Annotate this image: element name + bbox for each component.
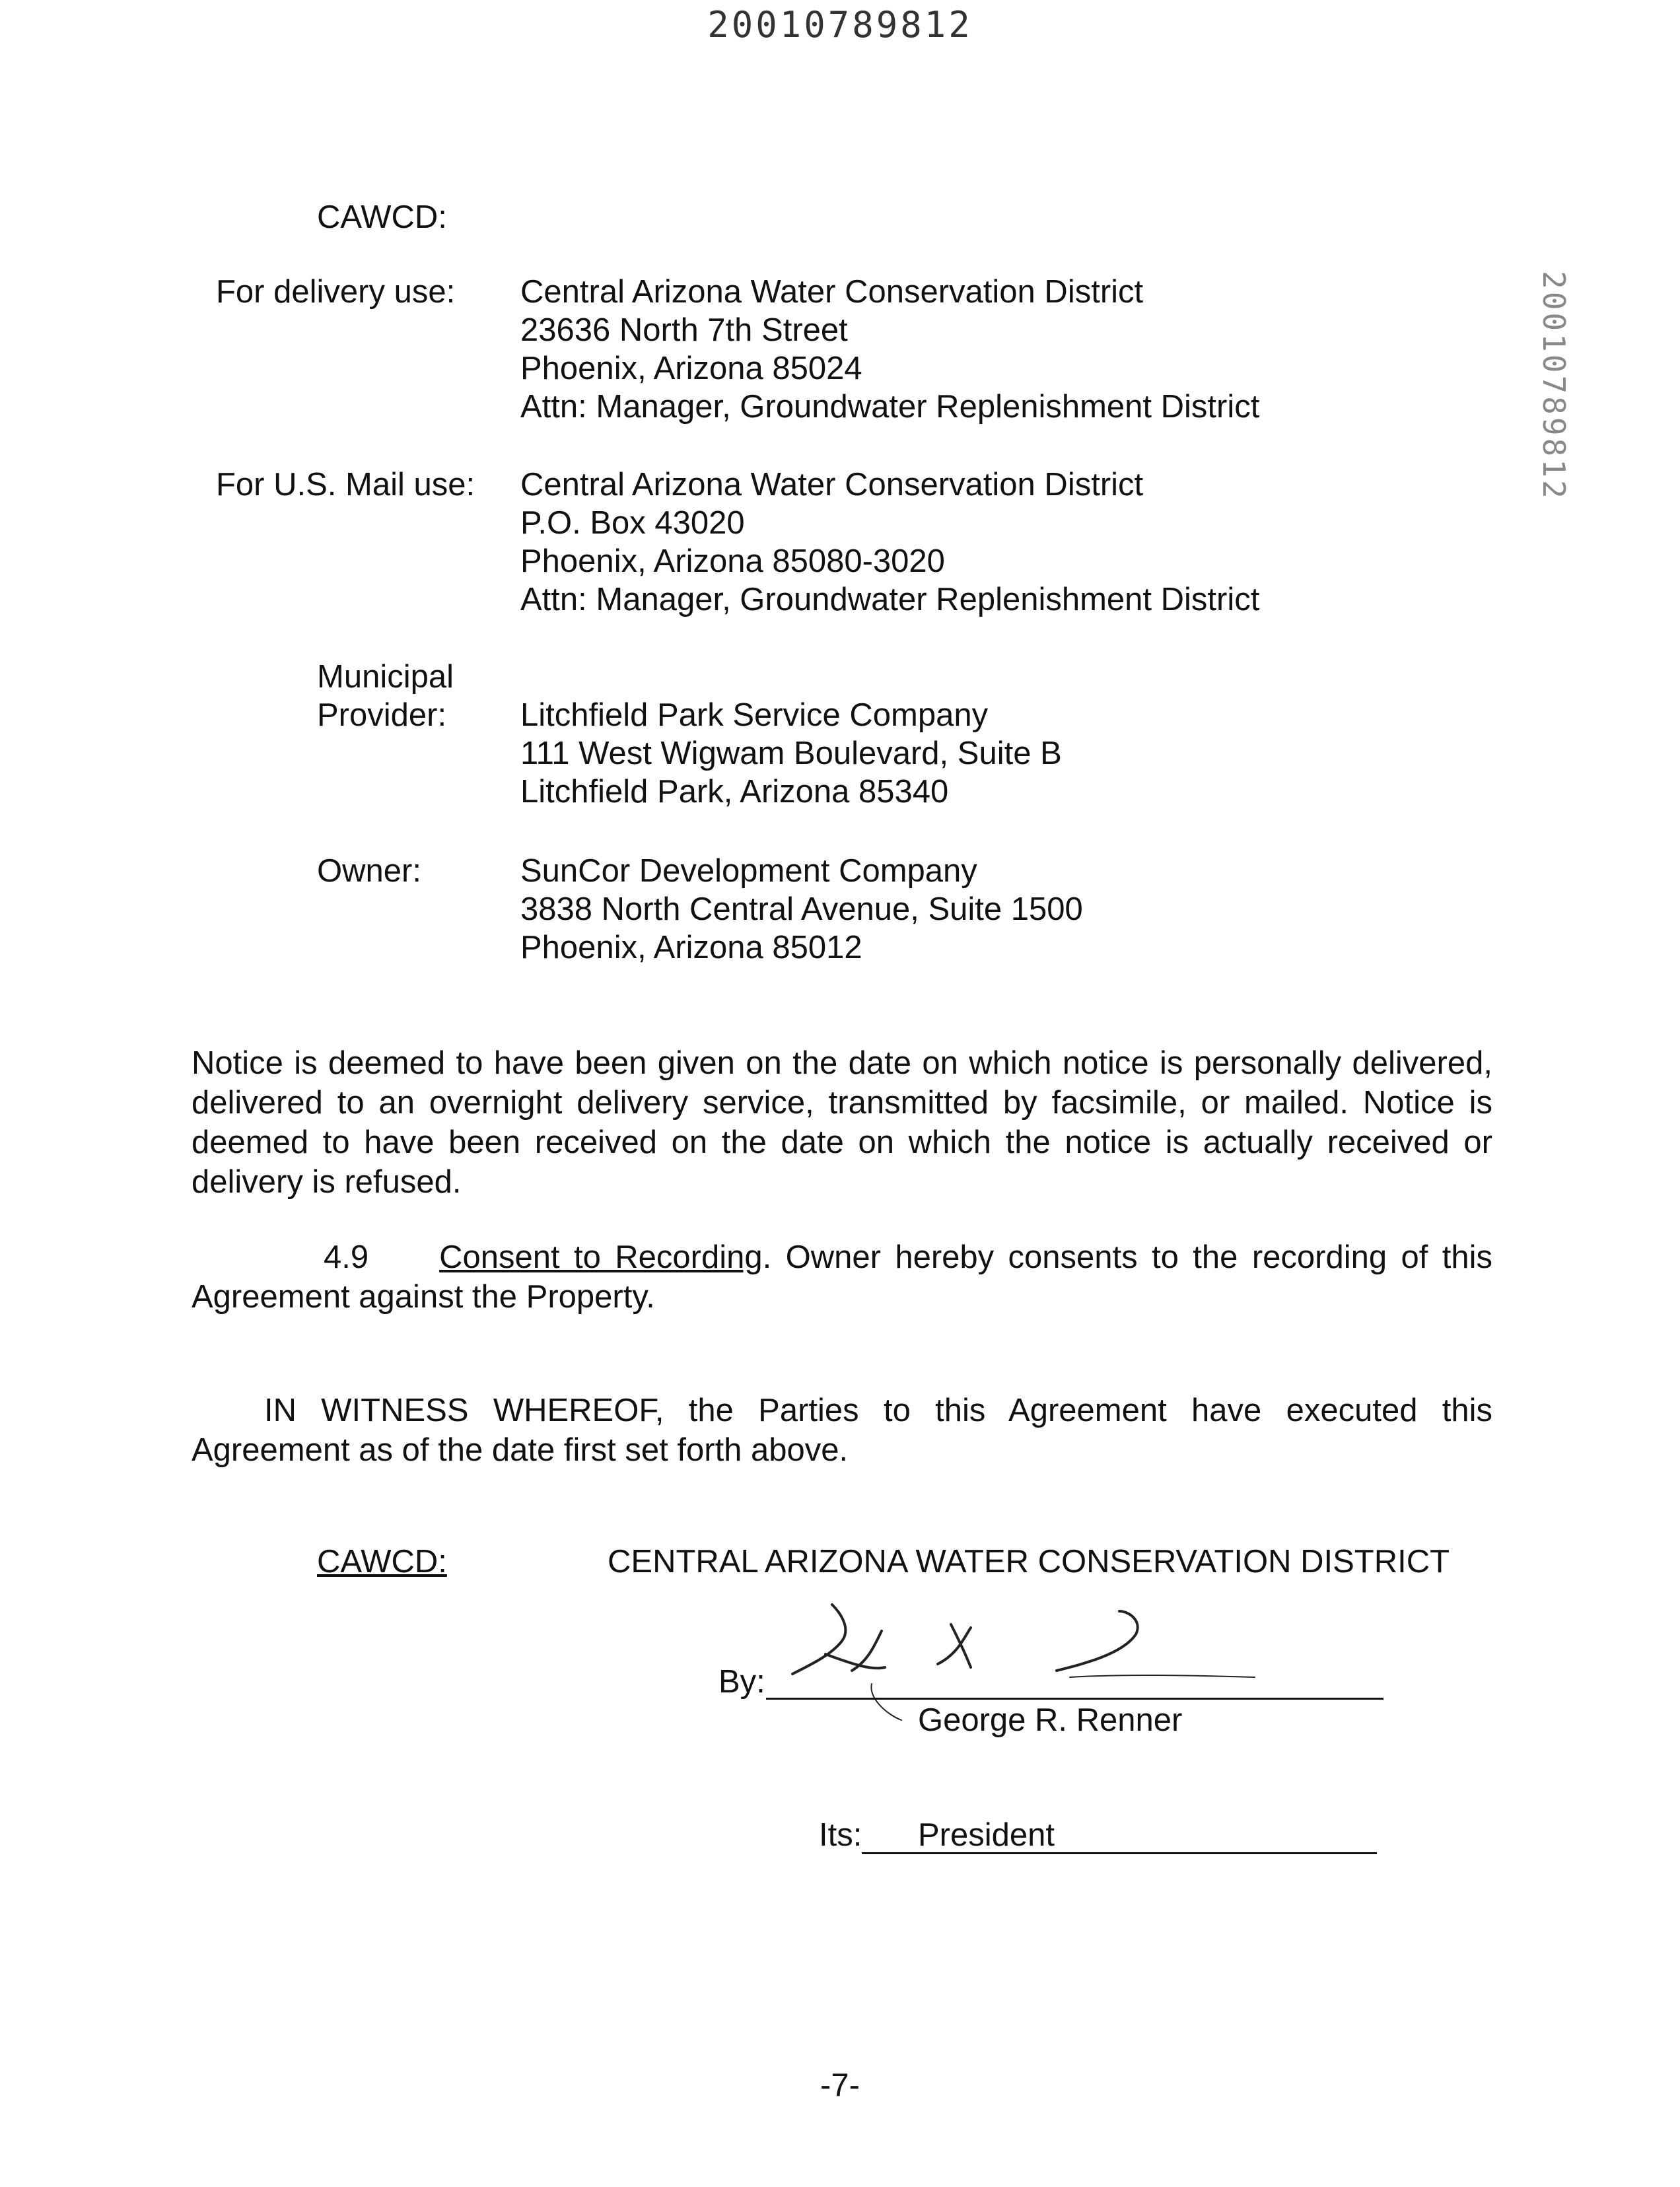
address-line: Central Arizona Water Conservation District bbox=[520, 467, 1144, 503]
address-line: 3838 North Central Avenue, Suite 1500 bbox=[520, 891, 1083, 927]
municipal-label bbox=[317, 658, 454, 734]
delivery-address bbox=[520, 273, 1259, 426]
signature-party-name: CENTRAL ARIZONA WATER CONSERVATION DISTRICT bbox=[608, 1544, 1450, 1580]
document-number: 20010789812 bbox=[707, 4, 973, 46]
section-body: . Owner hereby consents to the recording of this Agreement against the Property. bbox=[192, 1239, 1492, 1315]
signature-stroke bbox=[871, 1684, 901, 1720]
address-line: 111 West Wigwam Boulevard, Suite B bbox=[520, 736, 1062, 771]
cawcd-heading: CAWCD: bbox=[317, 199, 447, 235]
municipal-label-line: Municipal bbox=[317, 659, 454, 695]
signer-name: George R. Renner bbox=[918, 1702, 1183, 1738]
side-stamp: 20010789812 bbox=[1536, 271, 1572, 501]
its-label: Its: bbox=[819, 1817, 862, 1853]
address-line: Attn: Manager, Groundwater Replenishment District bbox=[520, 389, 1260, 425]
mail-label: For U.S. Mail use: bbox=[216, 467, 475, 503]
address-line: SunCor Development Company bbox=[520, 853, 977, 889]
address-line: Litchfield Park Service Company bbox=[520, 697, 989, 733]
owner-label: Owner: bbox=[317, 853, 421, 889]
address-line: 23636 North 7th Street bbox=[520, 312, 848, 348]
signature-stroke bbox=[1070, 1675, 1255, 1677]
address-line: Attn: Manager, Groundwater Replenishment District bbox=[520, 582, 1260, 617]
page-number: -7- bbox=[820, 2067, 860, 2103]
address-line: Central Arizona Water Conservation District bbox=[520, 274, 1144, 310]
section-title: Consent to Recording bbox=[439, 1239, 763, 1275]
by-label: By: bbox=[718, 1664, 765, 1700]
address-line: Phoenix, Arizona 85080-3020 bbox=[520, 543, 945, 579]
signer-title: President bbox=[918, 1817, 1055, 1853]
mail-address bbox=[520, 466, 1259, 619]
notice-paragraph: Notice is deemed to have been given on the date on which notice is personally delivered, delivered to an overnight delivery service, transmitted by facsimile, or mailed. Notice is deemed to have been received on the date on which the notice is actually received or delivery is refused. bbox=[192, 1045, 1492, 1200]
signature-stroke bbox=[1057, 1611, 1138, 1671]
delivery-label: For delivery use: bbox=[216, 274, 456, 310]
signature-party-label: CAWCD: bbox=[317, 1544, 447, 1580]
address-line: P.O. Box 43020 bbox=[520, 505, 745, 541]
owner-address bbox=[520, 852, 1083, 967]
signature-line bbox=[766, 1698, 1383, 1700]
signature-stroke bbox=[938, 1624, 971, 1667]
section-number: 4.9 bbox=[324, 1239, 369, 1275]
municipal-label-line: Provider: bbox=[317, 697, 447, 733]
address-line: Phoenix, Arizona 85012 bbox=[520, 930, 862, 965]
address-line: Litchfield Park, Arizona 85340 bbox=[520, 774, 949, 810]
section-4-9 bbox=[192, 1237, 1492, 1317]
signature-stroke bbox=[792, 1605, 845, 1674]
signature-stroke bbox=[825, 1654, 885, 1668]
municipal-address bbox=[520, 696, 1062, 811]
address-line: Phoenix, Arizona 85024 bbox=[520, 351, 862, 386]
witness-paragraph: IN WITNESS WHEREOF, the Parties to this Agreement have executed this Agreement as of the date first set forth above. bbox=[192, 1393, 1492, 1468]
